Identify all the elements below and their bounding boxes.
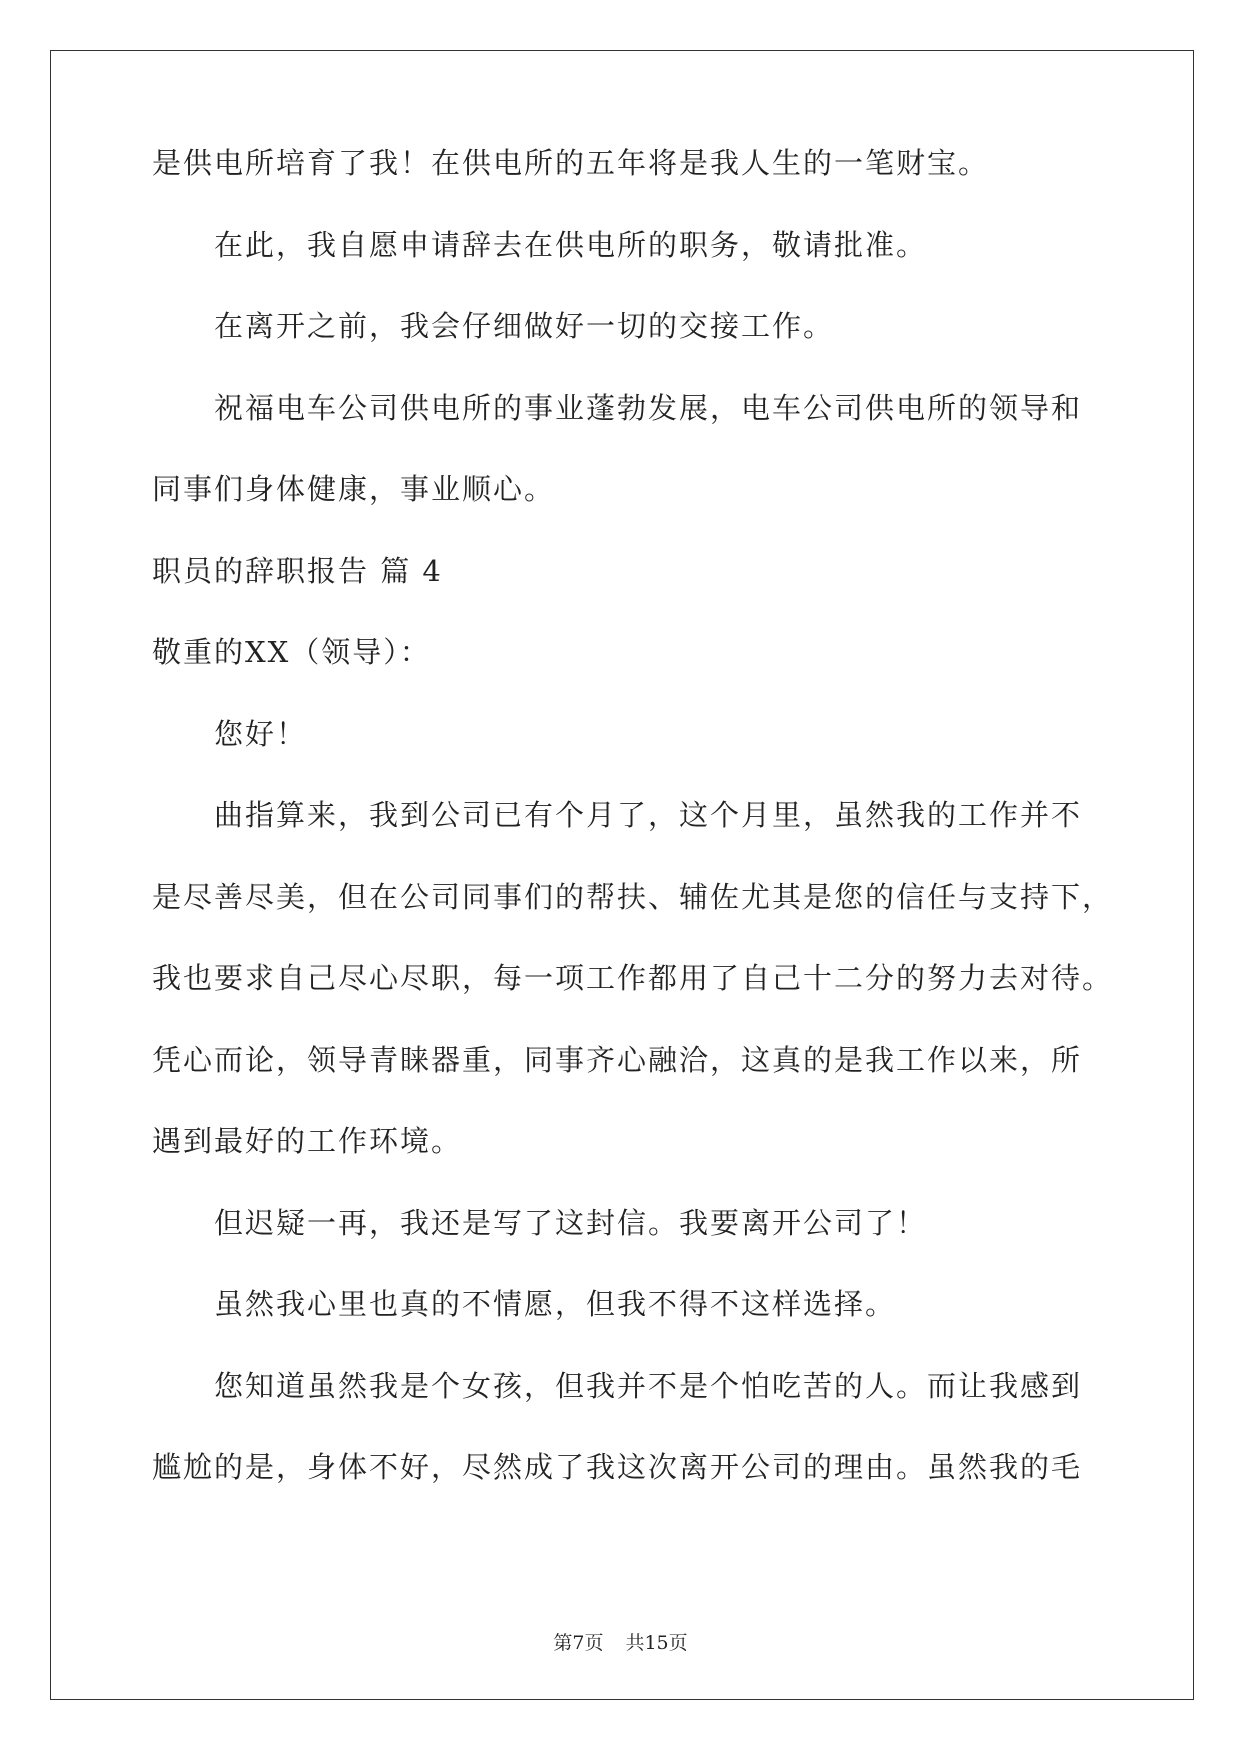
text-line-10: 是尽善尽美，但在公司同事们的帮扶、辅佐尤其是您的信任与支持下， — [152, 879, 1114, 914]
text-line-9: 曲指算来，我到公司已有个月了，这个月里，虽然我的工作并不 — [214, 798, 1083, 832]
text-line-16: 您知道虽然我是个女孩，但我并不是个怕吃苦的人。而让我感到 — [214, 1368, 1083, 1403]
text-line-4: 祝福电车公司供电所的事业蓬勃发展，电车公司供电所的领导和 — [214, 390, 1083, 425]
section-heading: 职员的辞职报告 篇 4 — [152, 553, 443, 588]
text-line-11: 我也要求自己尽心尽职，每一项工作都用了自己十二分的努力去对待。 — [152, 961, 1114, 995]
text-line-15: 虽然我心里也真的不情愿，但我不得不这样选择。 — [214, 1287, 897, 1321]
text-line-13: 遇到最好的工作环境。 — [152, 1124, 463, 1158]
page-number: 第7页 — [553, 1632, 604, 1654]
page-footer — [0, 1628, 1241, 1655]
text-line-3: 在离开之前，我会仔细做好一切的交接工作。 — [214, 309, 835, 343]
text-line-5: 同事们身体健康，事业顺心。 — [152, 472, 556, 506]
greeting: 您好！ — [214, 716, 308, 751]
text-line-2: 在此，我自愿申请辞去在供电所的职务，敬请批准。 — [214, 227, 928, 262]
text-line-1: 是供电所培育了我！在供电所的五年将是我人生的一笔财宝。 — [152, 146, 990, 180]
page-total: 共15页 — [625, 1632, 688, 1654]
text-line-12: 凭心而论，领导青睐器重，同事齐心融洽，这真的是我工作以来，所 — [152, 1042, 1083, 1077]
salutation: 敬重的XX（领导）： — [152, 635, 431, 669]
document-body — [152, 146, 1114, 1509]
text-line-17: 尴尬的是，身体不好，尽然成了我这次离开公司的理由。虽然我的毛 — [152, 1450, 1083, 1484]
text-line-14: 但迟疑一再，我还是写了这封信。我要离开公司了！ — [214, 1205, 928, 1240]
